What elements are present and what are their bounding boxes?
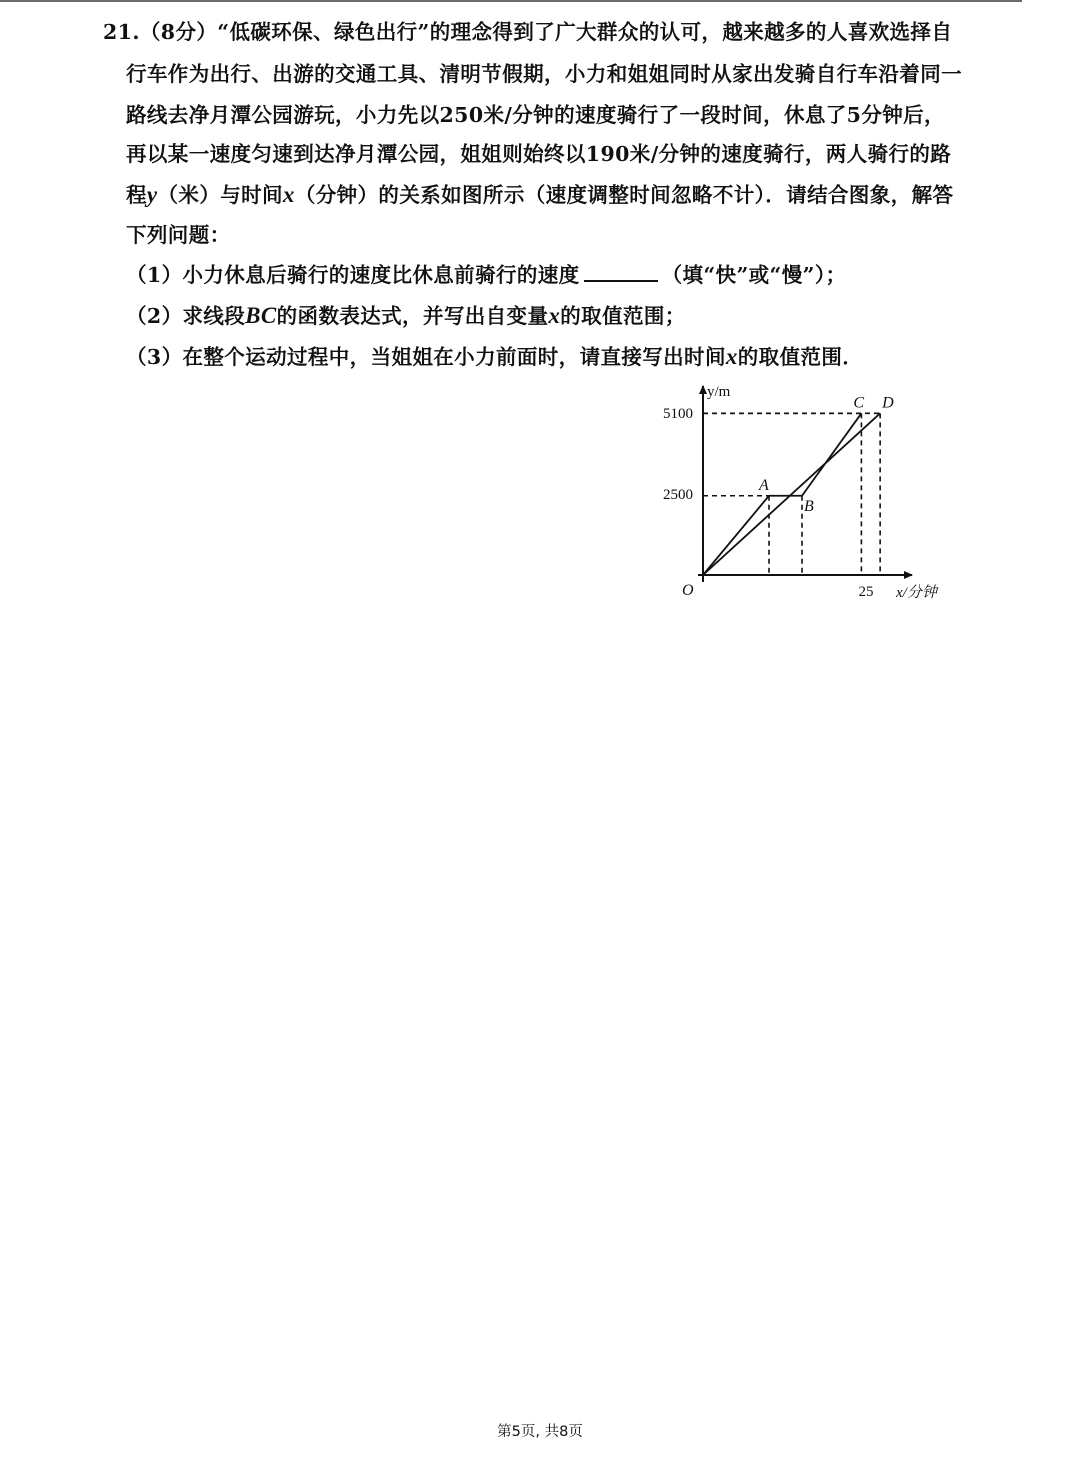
distance-time-graph (640, 372, 970, 612)
q2-text-b: 的函数表达式，并写出自变量 (276, 304, 549, 328)
line5-text-a: 程 (126, 183, 147, 207)
q3-text-a: （3）在整个运动过程中，当姐姐在小力前面时，请直接写出时间 (126, 345, 726, 369)
q3-variable-x: x (725, 344, 738, 369)
point-label-B: B (804, 497, 814, 515)
q2-text-a: （2）求线段 (126, 304, 246, 328)
question-text-2: 行车作为出行、出游的交通工具、清明节假期，小力和姐姐同时从家出发骑自行车沿着同一 (126, 62, 962, 86)
origin-label: O (682, 582, 694, 599)
question-line-1 (103, 17, 952, 47)
series-lines (703, 413, 880, 575)
answer-blank[interactable] (584, 262, 658, 282)
question-line-5 (126, 180, 953, 210)
subquestion-2 (126, 301, 686, 331)
q2-text-c: 的取值范围； (560, 304, 686, 328)
question-text-6: 下列问题： (126, 223, 231, 247)
series-0-segment-2 (802, 413, 861, 495)
point-label-C: C (853, 394, 865, 412)
question-text-4: 再以某一速度匀速到达净月潭公园，姐姐则始终以190米/分钟的速度骑行，两人骑行的路 (126, 142, 952, 166)
top-border-line (0, 0, 1022, 2)
variable-y: y (146, 182, 158, 207)
question-line-2 (126, 59, 962, 89)
q1-text-a: （1）小力休息后骑行的速度比休息前骑行的速度 (126, 263, 580, 287)
series-1-segment-0 (703, 413, 880, 575)
y-tick-label-2500: 2500 (663, 487, 693, 503)
segment-bc: BC (245, 303, 277, 328)
question-points: （8分） (139, 20, 218, 44)
q1-text-b: （填“快”或“慢”）； (661, 263, 847, 287)
subquestion-3 (126, 342, 863, 372)
q2-variable-x: x (548, 303, 561, 328)
graph-labels (663, 384, 939, 601)
question-line-3 (126, 100, 945, 130)
y-axis-label: y/m (707, 384, 731, 400)
point-label-A: A (759, 476, 769, 494)
question-text-3: 路线去净月潭公园游玩，小力先以250米/分钟的速度骑行了一段时间，休息了5分钟后， (126, 103, 945, 127)
line5-text-c: （分钟）的关系如图所示（速度调整时间忽略不计）．请结合图象，解答 (294, 183, 954, 207)
series-0-segment-0 (703, 496, 769, 575)
point-label-D: D (882, 394, 894, 412)
y-tick-label-5100: 5100 (663, 406, 693, 422)
x-tick-label-25: 25 (858, 584, 874, 600)
subquestion-1 (126, 260, 846, 290)
question-number: 21. (103, 20, 140, 44)
q3-text-b: 的取值范围． (737, 345, 864, 369)
variable-x: x (282, 182, 295, 207)
question-line-6 (126, 220, 231, 250)
question-text-1: “低碳环保、绿色出行”的理念得到了广大群众的认可，越来越多的人喜欢选择自 (217, 20, 953, 44)
line5-text-b: （米）与时间 (157, 183, 283, 207)
question-line-4 (126, 139, 951, 169)
page-footer: 第5页, 共8页 (497, 1424, 583, 1440)
x-axis-label: x/分钟 (896, 585, 937, 601)
